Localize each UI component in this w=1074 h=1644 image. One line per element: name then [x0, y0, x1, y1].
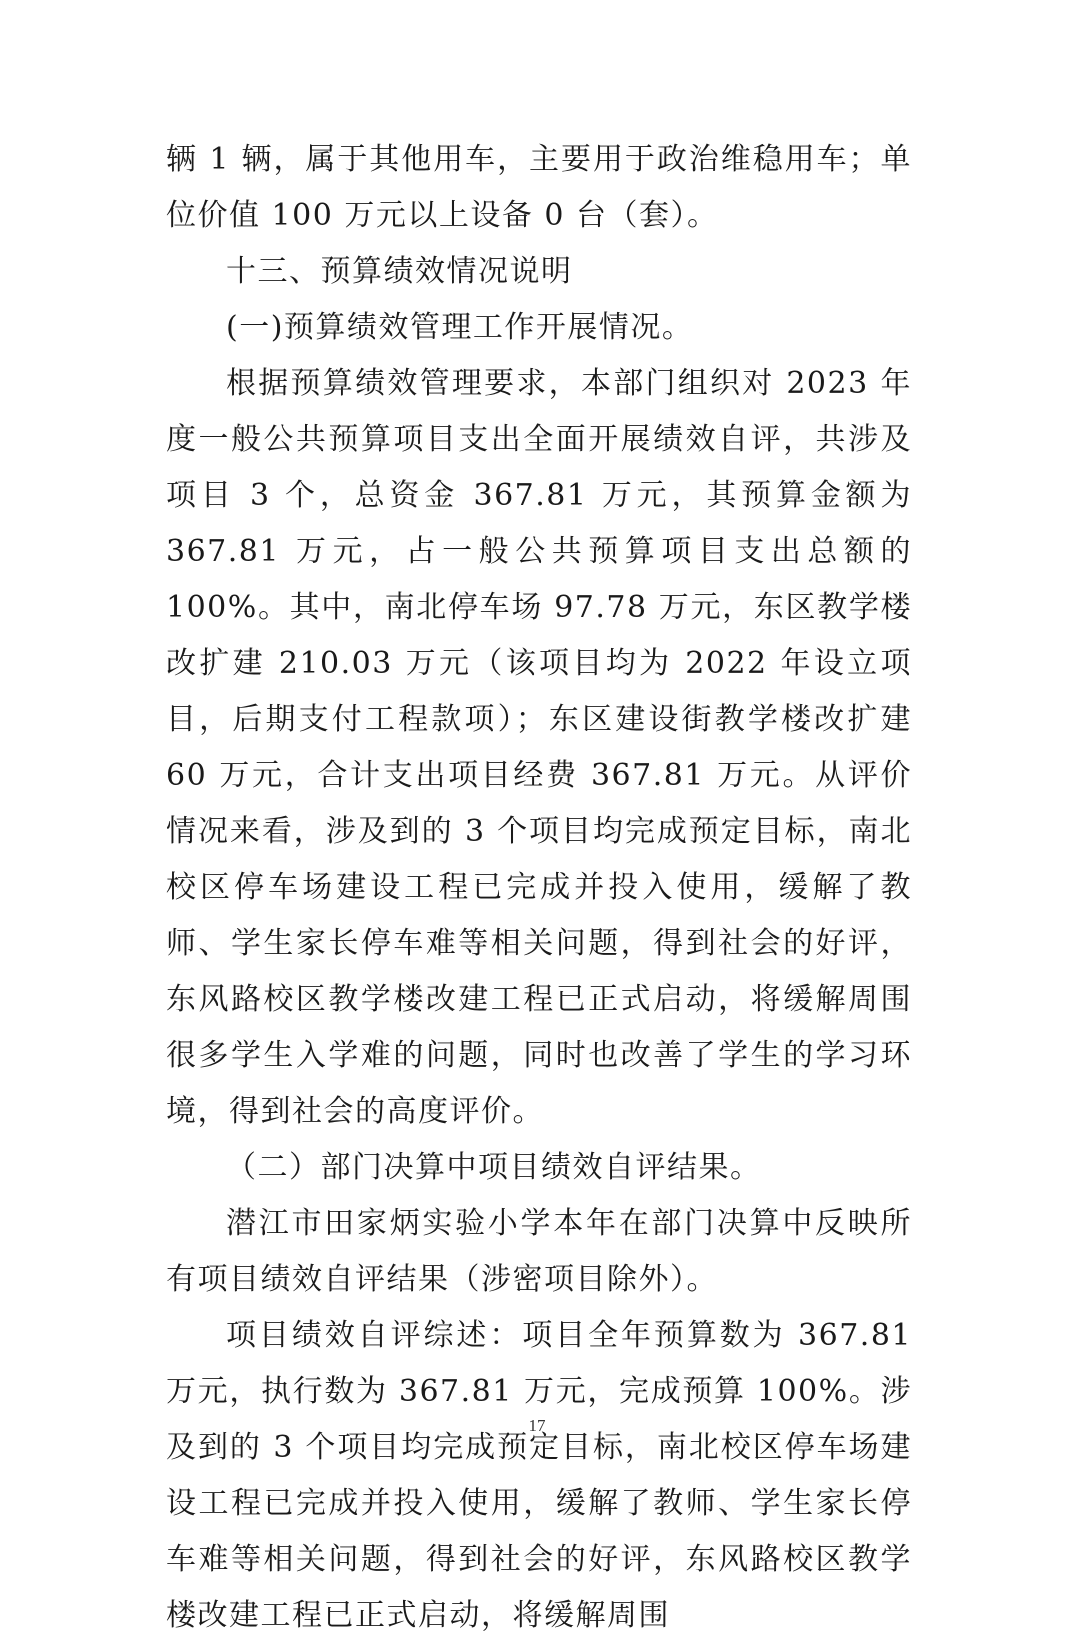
subsection-heading-1: (一)预算绩效管理工作开展情况。	[226, 310, 694, 345]
paragraph-self-evaluation-scope: 潜江市田家炳实验小学本年在部门决算中反映所有项目绩效自评结果（涉密项目除外）。	[166, 1206, 912, 1297]
paragraph-performance-management: 根据预算绩效管理要求，本部门组织对 2023 年度一般公共预算项目支出全面开展绩效自评，共涉及项目 3 个，总资金 367.81 万元，其预算金额为 367.81 万元，占一般公共预算项目支出总额的 100%。其中，南北停车场 97.78 万元，东区教学楼改扩建 210.03 万元（该项目均为 2022 年设立项目，后期支付工程款项）；东区建设街教学楼改扩建 60 万元，合计支出项目经费 367.81 万元。从评价情况来看，涉及到的 3 个项目均完成预定目标，南北校区停车场建设工程已完成并投入使用，缓解了教师、学生家长停车难等相关问题，得到社会的好评，东风路校区教学楼改建工程已正式启动，将缓解周围很多学生入学难的问题，同时也改善了学生的学习环境，得到社会的高度评价。	[166, 366, 912, 1129]
paragraph-vehicle-equipment: 辆 1 辆，属于其他用车，主要用于政治维稳用车；单位价值 100 万元以上设备 0 台（套）。	[166, 142, 912, 233]
subsection-heading-2: （二）部门决算中项目绩效自评结果。	[226, 1150, 762, 1185]
page-number: 17	[528, 1416, 546, 1435]
section-heading: 十三、预算绩效情况说明	[226, 254, 573, 289]
paragraph-self-evaluation-summary: 项目绩效自评综述：项目全年预算数为 367.81 万元，执行数为 367.81 万元，完成预算 100%。涉及到的 3 个项目均完成预定目标，南北校区停车场建设工程已完成并投入使用，缓解了教师、学生家长停车难等相关问题，得到社会的好评，东风路校区教学楼改建工程已正式启动，将缓解周围	[166, 1318, 912, 1633]
